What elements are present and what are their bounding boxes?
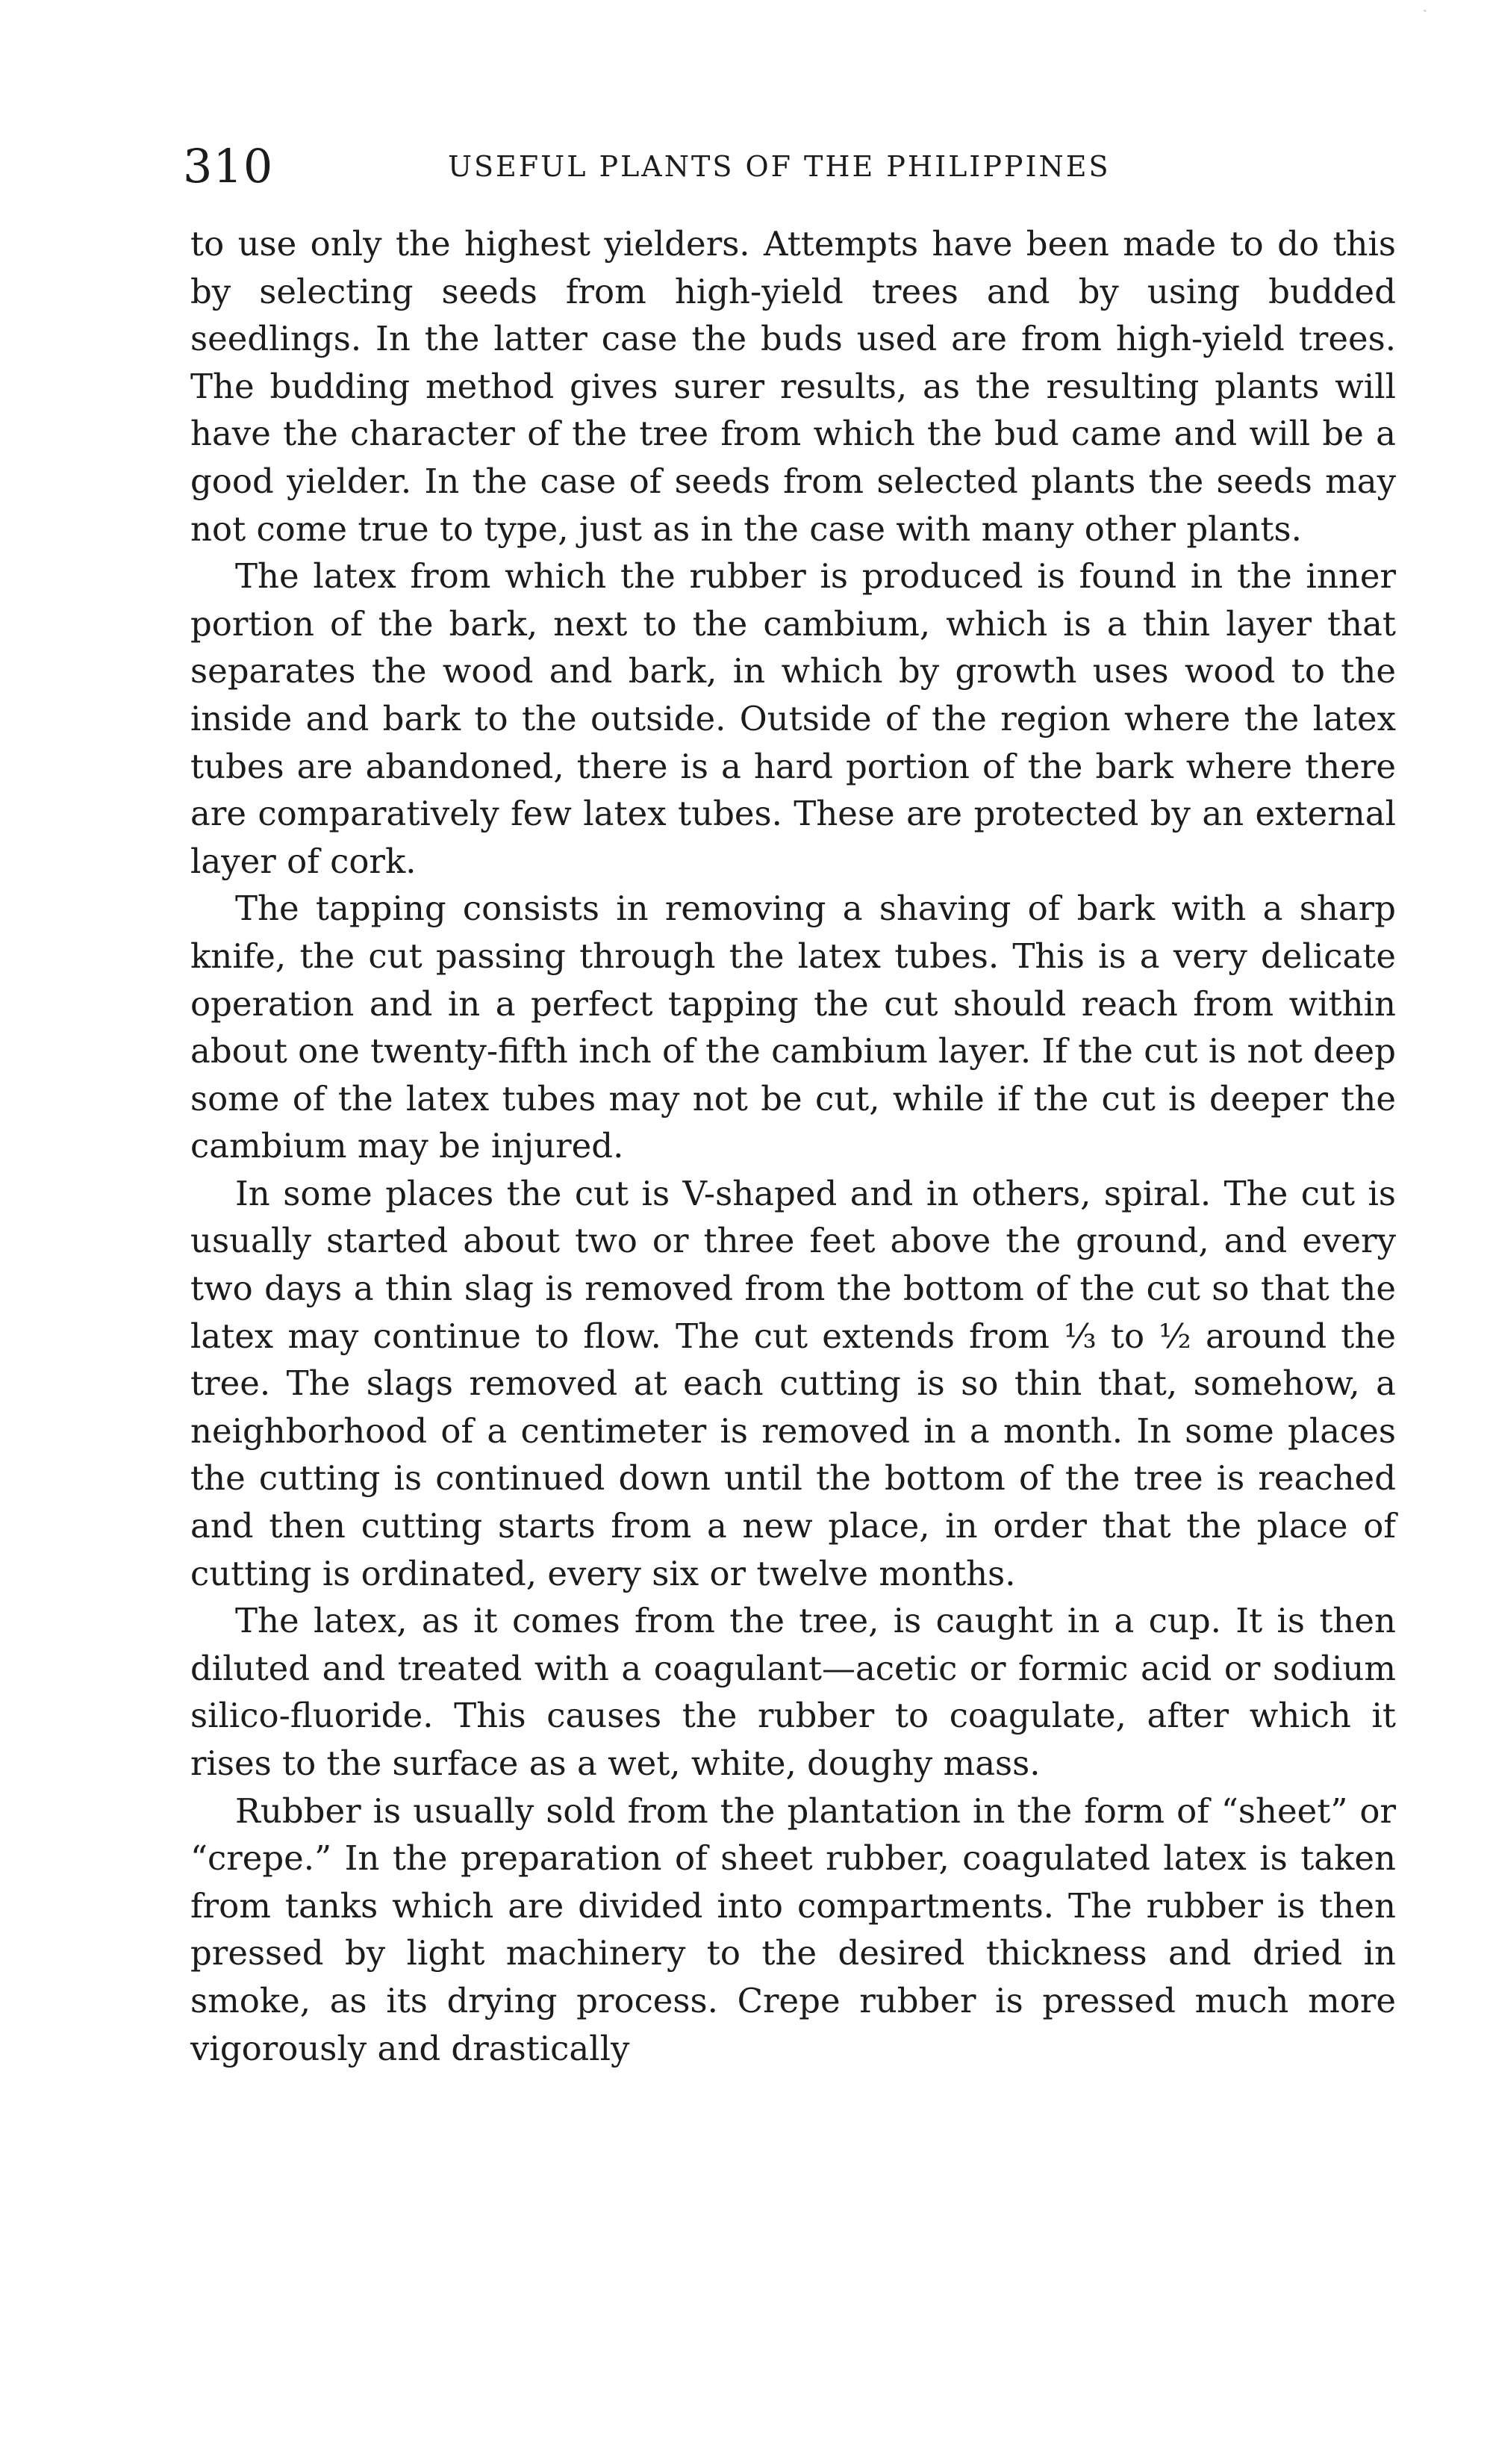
paragraph-continued: to use only the highest yielders. Attempts have been made to do this by selecting seeds from high-yield trees and by using budded seedlings. In the latter case the buds used are from high-yield trees. The budding method gives surer results, as the resulting plants will have the character of the tree from which the bud came and will be a good yielder. In the case of seeds from selected plants the seeds may not come true to type, just as in the case with many other plants. bbox=[190, 224, 1396, 549]
body-text bbox=[190, 220, 1396, 2072]
paragraph-tapping: The tapping consists in removing a shaving of bark with a sharp knife, the cut passing through the latex tubes. This is a very delicate operation and in a perfect tapping the cut should reach from within about one twenty-fifth inch of the cambium layer. If the cut is not deep some of the latex tubes may not be cut, while if the cut is deeper the cambium may be injured. bbox=[190, 889, 1396, 1166]
page-number: 310 bbox=[183, 139, 274, 193]
paragraph-sheet-crepe: Rubber is usually sold from the plantation in the form of “sheet” or “crepe.” In the preparation of sheet rubber, coagulated latex is taken from tanks which are divided into compartments. The rubber is then pressed by light machinery to the desired thickness and dried in smoke, as its drying process. Crepe rubber is pressed much more vigorously and drastically bbox=[190, 1791, 1396, 2068]
running-head: USEFUL PLANTS OF THE PHILIPPINES bbox=[448, 150, 1111, 183]
paragraph-coagulation: The latex, as it comes from the tree, is caught in a cup. It is then diluted and treated with a coagulant—acetic or formic acid or sodium silico-fluoride. This causes the rubber to coagulate, after which it rises to the surface as a wet, white, doughy mass. bbox=[190, 1601, 1396, 1783]
paragraph-cut-shape: In some places the cut is V-shaped and in others, spiral. The cut is usually started about two or three feet above the ground, and every two days a thin slag is removed from the bottom of the cut so that the latex may continue to flow. The cut extends from ⅓ to ½ around the tree. The slags removed at each cutting is so thin that, somehow, a neighborhood of a centimeter is removed in a month. In some places the cutting is continued down until the bottom of the tree is reached and then cutting starts from a new place, in order that the place of cutting is ordinated, every six or twelve months. bbox=[190, 1173, 1396, 1593]
paragraph-latex-location: The latex from which the rubber is produced is found in the inner portion of the bark, next to the cambium, which is a thin layer that separates the wood and bark, in which by growth uses wood to the inside and bark to the outside. Outside of the region where the latex tubes are abandoned, there is a hard portion of the bark where there are comparatively few latex tubes. These are protected by an external layer of cork. bbox=[190, 556, 1396, 881]
page-header bbox=[183, 133, 1407, 200]
margin-speck: · bbox=[1422, 1, 1428, 22]
